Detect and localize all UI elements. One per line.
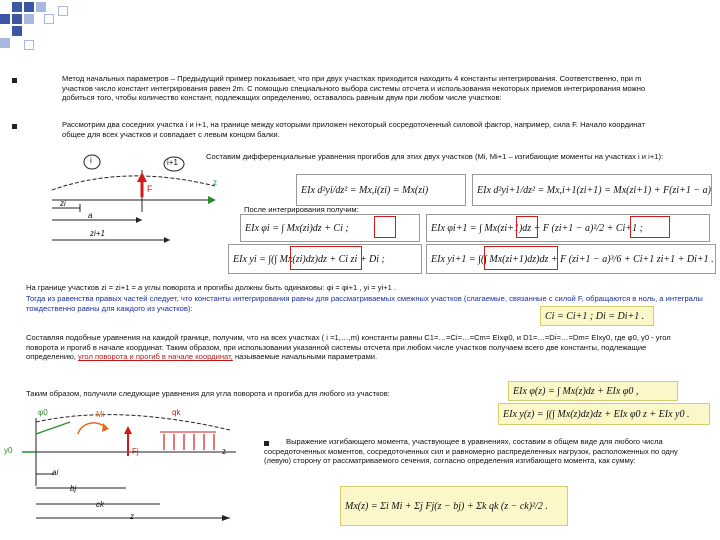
label-z-bottom: z bbox=[130, 512, 134, 521]
force-arrow-head bbox=[124, 426, 132, 434]
label-ck: ck bbox=[96, 500, 104, 509]
label-Mi: Mi bbox=[96, 410, 105, 419]
label-ai: ai bbox=[52, 468, 59, 477]
compose-all-text bbox=[26, 333, 698, 362]
after-integration-text: После интегрирования получим: bbox=[244, 205, 359, 214]
formula-diff-eq-i1: EIx d²yi+1/dz² = Mx,i+1(zi+1) = Mx(zi+1) + F(zi+1 − a) bbox=[472, 174, 712, 206]
decor-square bbox=[12, 14, 22, 24]
decor-square bbox=[24, 2, 34, 12]
deflection-curve bbox=[52, 176, 215, 190]
label-qk: qk bbox=[172, 408, 181, 417]
force-arrow-head bbox=[137, 172, 147, 182]
beam-diagram-2 bbox=[8, 404, 240, 536]
label-i1: i+1 bbox=[167, 158, 178, 167]
boundary-text-2: Тогда из равенства правых частей следует, что константы интегрирования равны для рассматриваемых смежных участков (слагаемые, связанные с силой F, обращаются в ноль, а интегралы тождественно равны для каждого из участков): bbox=[26, 294, 703, 313]
formula-phi-general: EIx φ(z) = ∫ Mx(z)dz + EIx φ0 , bbox=[508, 381, 678, 401]
decor-square bbox=[0, 38, 10, 48]
bullet-text-1: Метод начальных параметров – Предыдущий пример показывает, что при двух участках приходится находить 4 константы интегрирования. Соответственно, при m участков число констант интегрирования равен 2m. С помощью специального выбора системы отсчета и использования некоторых приемов интегрирования можно добиться того, чтобы количество констант, подлежащих определению, оставалось равным двум при любом числе участков: bbox=[62, 74, 646, 103]
label-phi0: φ0 bbox=[38, 408, 48, 417]
z-axis-arrow bbox=[208, 196, 216, 204]
boundary-text-1: На границе участков zi = zi+1 = a углы поворота и прогибы должны быть одинаковы: φi = φi+1 , yi = yi+1 . bbox=[26, 283, 397, 292]
decor-square bbox=[0, 14, 10, 24]
decor-square bbox=[36, 2, 46, 12]
label-F: F bbox=[147, 184, 153, 194]
decor-square bbox=[12, 2, 22, 12]
label-zi: zi bbox=[60, 199, 66, 208]
highlight-box bbox=[630, 216, 670, 238]
decor-square bbox=[24, 14, 34, 24]
compose-text: Составим дифференциальные уравнения прогибов для этих двух участков (Mi, Mi+1 – изгибающие моменты на участках i и i+1): bbox=[206, 152, 664, 161]
formula-y-general: EIx y(z) = ∫(∫ Mx(z)dz)dz + EIx φ0 z + EIx y0 . bbox=[498, 403, 710, 425]
decor-square bbox=[44, 14, 54, 24]
formula-y-i1: EIx yi+1 = ∫(∫ Mx(zi+1)dz)dz + F (zi+1 − a)³/6 + Ci+1 zi+1 + Di+1 . bbox=[426, 244, 716, 274]
bullet-marker bbox=[12, 124, 17, 129]
label-z: z bbox=[213, 178, 217, 187]
dim-zi1-arrow bbox=[164, 237, 170, 243]
highlight-box bbox=[516, 216, 538, 238]
bullet-text-2: Рассмотрим два соседних участка i и i+1, на границе между которыми приложен некоторый сосредоточенный силовой фактор, например, сила F. Начало координат общее для всех участков и совпадает с левым концом балки. bbox=[62, 120, 645, 139]
formula-y-i: EIx yi = ∫(∫ Mx(zi)dz)dz + Ci zi + Di ; bbox=[228, 244, 422, 274]
decor-square bbox=[58, 6, 68, 16]
formula-moment-sum: Mx(z) = Σi Mi + Σj Fj(z − bj) + Σk qk (z − ck)²/2 . bbox=[340, 486, 568, 526]
moment-arrow-head bbox=[102, 423, 109, 432]
dim-a-arrow bbox=[136, 217, 142, 223]
distributed-load bbox=[164, 434, 214, 450]
label-a: a bbox=[88, 211, 93, 220]
moment-arc bbox=[78, 423, 106, 434]
label-i: i bbox=[90, 156, 92, 165]
final-text: Таким образом, получили следующие уравнения для угла поворота и прогиба для любого из участков: bbox=[26, 389, 390, 398]
label-z-axis: z bbox=[222, 447, 226, 456]
phi0-line bbox=[36, 422, 70, 434]
bullet-marker bbox=[12, 78, 17, 83]
decor-square bbox=[12, 26, 22, 36]
initial-parameters-highlight: угол поворота и прогиб в начале координат, bbox=[78, 352, 233, 362]
formula-diff-eq-i: EIx d²yi/dz² = Mx,i(zi) = Mx(zi) bbox=[296, 174, 466, 206]
section-i-circle bbox=[84, 155, 100, 169]
deflection-curve bbox=[36, 415, 230, 430]
formula-phi-i1: EIx φi+1 = ∫ Mx(zi+1)dz + F (zi+1 − a)²/2 + Ci+1 ; bbox=[426, 214, 710, 242]
label-Fj: Fj bbox=[132, 447, 139, 456]
decor-square bbox=[24, 40, 34, 50]
compose-all-body: Составляя подобные уравнения на каждой границе, получим, что на всех участках ( i =1,…,m) константы равны C1=…=Ci=…=Cm= EIxφ0, и D1=…=Di=…=Dm= EIxy0, где φ0, y0 - угол поворота и прогиб в начале координат. Таким образом, при использовании указанной системы отсчета при любом числе участков получаем всего две константы, подлежащие определению, угол поворота и прогиб в начале координат, называемые начальными параметрами. bbox=[26, 333, 671, 362]
moment-text: Выражение изгибающего момента, участвующее в уравнениях, составим в общем виде для любого числа сосредоточенных моментов, сосредоточенных сил и равномерно распределенных нагрузок, расположенных по одну (левую) сторону от рассматриваемого сечения, согласно определения изгибающего момента, как сумму: bbox=[264, 437, 678, 466]
formula-phi-i: EIx φi = ∫ Mx(zi)dz + Ci ; bbox=[240, 214, 420, 242]
label-zi1: zi+1 bbox=[90, 229, 105, 238]
label-bj: bj bbox=[70, 484, 77, 493]
highlight-box bbox=[484, 246, 558, 270]
highlight-box bbox=[374, 216, 396, 238]
beam-diagram-1 bbox=[50, 152, 220, 247]
highlight-box bbox=[290, 246, 362, 270]
dim-arrow bbox=[222, 515, 230, 521]
formula-constants-equal: Ci = Ci+1 ; Di = Di+1 . bbox=[540, 306, 654, 326]
label-y0: y0 bbox=[4, 446, 13, 455]
